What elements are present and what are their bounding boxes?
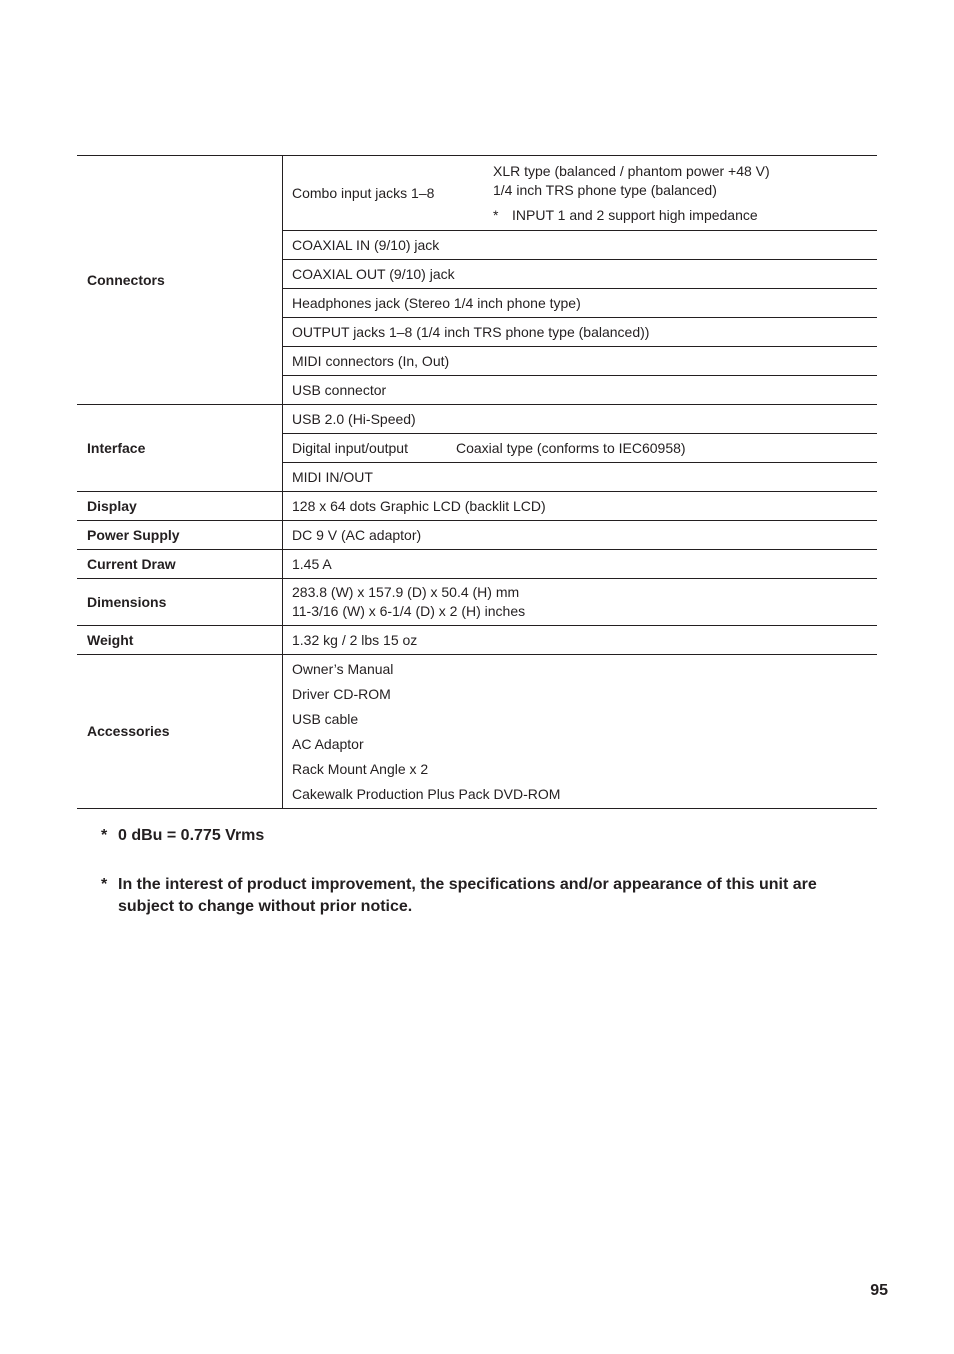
table-row [77,405,877,434]
footnote-asterisk: * [101,827,108,844]
midi-inout-cell: MIDI IN/OUT [283,463,878,492]
note-asterisk: * [493,207,499,223]
row-label-interface: Interface [77,405,283,492]
combo-note-text: INPUT 1 and 2 support high impedance [512,207,758,223]
footnotes [101,825,861,945]
footnote-asterisk: * [101,876,108,893]
footnote-improvement [101,874,861,918]
list-item: Cakewalk Production Plus Pack DVD-ROM [292,786,561,802]
footnote-dbu [101,825,861,847]
page-number: 95 [870,1282,888,1299]
combo-input-cell [283,156,878,231]
table-row [77,492,877,521]
row-label-weight: Weight [77,626,283,655]
list-item: Rack Mount Angle x 2 [292,761,429,777]
footnote-text: In the interest of product improvement, the specifications and/or appearance of this unit are subject to change without prior notice. [118,876,817,915]
list-item: Owner’s Manual [292,661,394,677]
row-label-accessories: Accessories [77,655,283,809]
list-item: Driver CD-ROM [292,686,391,702]
table-row [77,579,877,626]
list-item: AC Adaptor [292,736,364,752]
usb-interface-cell: USB 2.0 (Hi-Speed) [283,405,878,434]
output-jacks-cell: OUTPUT jacks 1–8 (1/4 inch TRS phone type (balanced)) [283,318,878,347]
combo-xlr-text: XLR type (balanced / phantom power +48 V) [493,163,770,179]
row-label-display: Display [77,492,283,521]
combo-input-detail [493,162,770,225]
row-label-power-supply: Power Supply [77,521,283,550]
dimensions-imperial: 11-3/16 (W) x 6-1/4 (D) x 2 (H) inches [292,603,526,619]
list-item: USB cable [292,711,359,727]
combo-trs-text: 1/4 inch TRS phone type (balanced) [493,182,717,198]
midi-connectors-cell: MIDI connectors (In, Out) [283,347,878,376]
dimensions-value [283,579,878,626]
current-draw-value: 1.45 A [283,550,878,579]
dimensions-metric: 283.8 (W) x 157.9 (D) x 50.4 (H) mm [292,584,520,600]
digital-io-cell [283,434,878,463]
coaxial-out-cell: COAXIAL OUT (9/10) jack [283,260,878,289]
specifications-table [77,155,877,809]
table-row [77,550,877,579]
row-label-dimensions: Dimensions [77,579,283,626]
weight-value: 1.32 kg / 2 lbs 15 oz [283,626,878,655]
headphones-cell: Headphones jack (Stereo 1/4 inch phone type) [283,289,878,318]
footnote-text: 0 dBu = 0.775 Vrms [118,827,265,844]
table-row [77,521,877,550]
digital-io-name: Digital input/output [292,439,408,456]
usb-connector-cell: USB connector [283,376,878,405]
power-supply-value: DC 9 V (AC adaptor) [283,521,878,550]
coaxial-in-cell: COAXIAL IN (9/10) jack [283,231,878,260]
combo-note [493,206,770,225]
digital-io-detail: Coaxial type (conforms to IEC60958) [456,439,686,456]
accessories-list [283,655,878,809]
table-row [77,655,877,809]
table-row [77,626,877,655]
table-row [77,156,877,231]
display-value: 128 x 64 dots Graphic LCD (backlit LCD) [283,492,878,521]
row-label-connectors: Connectors [77,156,283,405]
combo-input-name: Combo input jacks 1–8 [292,185,435,201]
row-label-current-draw: Current Draw [77,550,283,579]
